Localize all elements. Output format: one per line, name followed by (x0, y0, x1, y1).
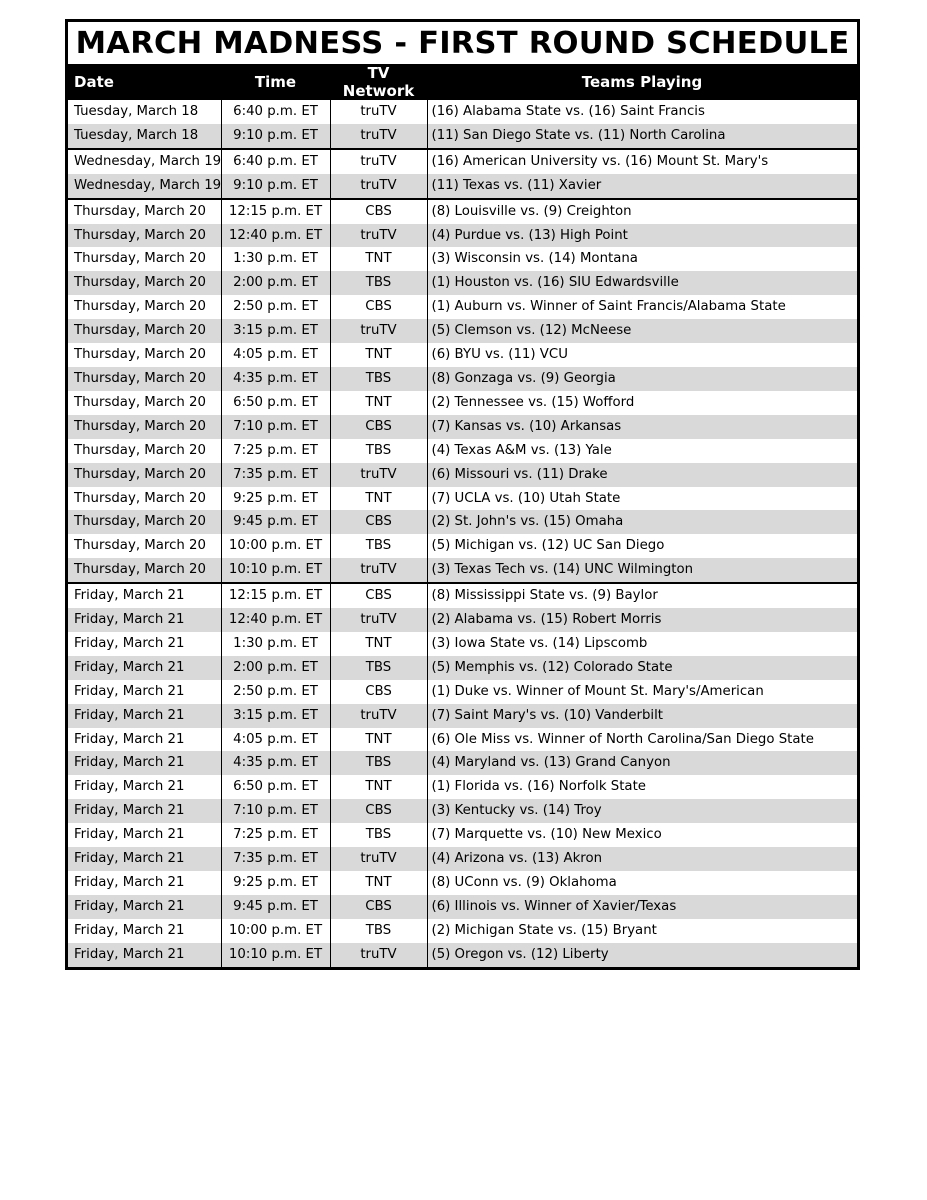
row-date: Thursday, March 20 (68, 558, 221, 583)
table-row (68, 487, 857, 511)
row-time: 2:00 p.m. ET (221, 271, 330, 295)
row-time: 4:05 p.m. ET (221, 343, 330, 367)
row-time: 10:00 p.m. ET (221, 919, 330, 943)
table-row (68, 775, 857, 799)
table-row (68, 656, 857, 680)
row-time: 12:15 p.m. ET (221, 199, 330, 224)
page-title: MARCH MADNESS - FIRST ROUND SCHEDULE (75, 26, 850, 61)
row-time: 6:50 p.m. ET (221, 775, 330, 799)
row-date: Thursday, March 20 (74, 251, 206, 267)
row-time: 2:50 p.m. ET (221, 295, 330, 319)
row-teams: (6) Illinois vs. Winner of Xavier/Texas (427, 895, 857, 919)
row-tv-network: truTV (330, 174, 427, 199)
row-teams: (11) San Diego State vs. (11) North Carolina (427, 124, 857, 149)
row-time: 12:15 p.m. ET (221, 583, 330, 608)
row-teams: (1) Houston vs. (16) SIU Edwardsville (427, 271, 857, 295)
row-date: Thursday, March 20 (74, 299, 206, 315)
table-row (68, 847, 857, 871)
row-tv-network: truTV (330, 463, 427, 487)
row-tv-network: TNT (330, 871, 427, 895)
row-tv-network: TBS (330, 534, 427, 558)
row-tv-network: truTV (330, 704, 427, 728)
row-date: Friday, March 21 (74, 922, 185, 938)
row-teams: (16) Alabama State vs. (16) Saint Francis (427, 100, 857, 124)
table-row (68, 583, 857, 608)
row-teams: (5) Oregon vs. (12) Liberty (427, 943, 857, 967)
row-teams: (8) Louisville vs. (9) Creighton (427, 199, 857, 224)
row-tv-network: TNT (330, 775, 427, 799)
row-time: 6:50 p.m. ET (221, 391, 330, 415)
row-tv-network: truTV (330, 224, 427, 248)
row-date: Thursday, March 20 (68, 463, 221, 487)
table-row (68, 271, 857, 295)
table-row (68, 295, 857, 319)
row-time: 9:45 p.m. ET (221, 510, 330, 534)
row-teams: (4) Texas A&M vs. (13) Yale (427, 439, 857, 463)
row-time: 12:40 p.m. ET (221, 608, 330, 632)
row-teams: (2) Alabama vs. (15) Robert Morris (427, 608, 857, 632)
row-tv-network: truTV (330, 847, 427, 871)
row-teams: (1) Florida vs. (16) Norfolk State (427, 775, 857, 799)
row-time: 9:25 p.m. ET (221, 487, 330, 511)
row-tv-network: CBS (330, 199, 427, 224)
table-row (68, 751, 857, 775)
row-time: 4:35 p.m. ET (221, 367, 330, 391)
row-date: Friday, March 21 (74, 731, 185, 747)
row-tv-network: TBS (330, 656, 427, 680)
table-row (68, 558, 857, 583)
row-teams: (7) Kansas vs. (10) Arkansas (427, 415, 857, 439)
row-time: 7:35 p.m. ET (221, 847, 330, 871)
row-date: Thursday, March 20 (68, 319, 221, 343)
row-teams: (3) Iowa State vs. (14) Lipscomb (427, 632, 857, 656)
row-tv-network: CBS (330, 510, 427, 534)
row-time: 6:40 p.m. ET (221, 149, 330, 174)
table-row (68, 943, 857, 967)
row-teams: (1) Auburn vs. Winner of Saint Francis/Alabama State (427, 295, 857, 319)
row-date: Friday, March 21 (68, 583, 221, 608)
row-date: Friday, March 21 (74, 779, 185, 795)
row-date: Thursday, March 20 (74, 394, 206, 410)
row-time: 12:40 p.m. ET (221, 224, 330, 248)
table-row (68, 391, 857, 415)
row-tv-network: truTV (330, 608, 427, 632)
row-date: Friday, March 21 (68, 608, 221, 632)
row-time: 7:10 p.m. ET (221, 799, 330, 823)
header-tv-network: TV Network (330, 64, 427, 100)
row-date: Friday, March 21 (74, 635, 185, 651)
row-teams: (16) American University vs. (16) Mount St. Mary's (427, 149, 857, 174)
row-teams: (8) Gonzaga vs. (9) Georgia (427, 367, 857, 391)
row-tv-network: truTV (330, 558, 427, 583)
row-tv-network: TBS (330, 919, 427, 943)
row-date: Friday, March 21 (68, 656, 221, 680)
row-tv-network: truTV (330, 149, 427, 174)
table-row (68, 895, 857, 919)
table-row (68, 124, 857, 149)
row-time: 7:10 p.m. ET (221, 415, 330, 439)
row-time: 10:10 p.m. ET (221, 943, 330, 967)
row-date: Thursday, March 20 (74, 490, 206, 506)
table-row (68, 100, 857, 124)
table-row (68, 632, 857, 656)
row-tv-network: CBS (330, 583, 427, 608)
row-tv-network: TBS (330, 439, 427, 463)
row-time: 1:30 p.m. ET (221, 247, 330, 271)
table-row (68, 199, 857, 224)
schedule-body (68, 100, 857, 967)
row-date: Wednesday, March 19 (68, 174, 221, 199)
table-row (68, 510, 857, 534)
row-tv-network: TBS (330, 271, 427, 295)
row-time: 9:45 p.m. ET (221, 895, 330, 919)
row-tv-network: truTV (330, 319, 427, 343)
row-teams: (7) UCLA vs. (10) Utah State (427, 487, 857, 511)
row-time: 10:10 p.m. ET (221, 558, 330, 583)
table-row (68, 224, 857, 248)
row-teams: (2) Tennessee vs. (15) Wofford (427, 391, 857, 415)
row-date: Tuesday, March 18 (74, 104, 199, 119)
row-teams: (6) Missouri vs. (11) Drake (427, 463, 857, 487)
row-date: Friday, March 21 (74, 827, 185, 843)
row-time: 9:25 p.m. ET (221, 871, 330, 895)
schedule-sheet (65, 19, 860, 970)
row-time: 2:00 p.m. ET (221, 656, 330, 680)
row-date: Friday, March 21 (68, 895, 221, 919)
row-date: Thursday, March 20 (68, 199, 221, 224)
row-tv-network: CBS (330, 680, 427, 704)
row-date: Thursday, March 20 (74, 347, 206, 363)
row-time: 3:15 p.m. ET (221, 704, 330, 728)
row-teams: (5) Memphis vs. (12) Colorado State (427, 656, 857, 680)
header-time: Time (221, 64, 330, 100)
table-row (68, 439, 857, 463)
table-row (68, 415, 857, 439)
row-date: Thursday, March 20 (74, 538, 206, 554)
row-tv-network: TBS (330, 823, 427, 847)
row-teams: (1) Duke vs. Winner of Mount St. Mary's/American (427, 680, 857, 704)
table-header-row (68, 64, 857, 100)
row-time: 10:00 p.m. ET (221, 534, 330, 558)
row-date: Thursday, March 20 (68, 224, 221, 248)
row-tv-network: TNT (330, 247, 427, 271)
table-row (68, 343, 857, 367)
row-date: Thursday, March 20 (68, 415, 221, 439)
row-date: Tuesday, March 18 (68, 124, 221, 149)
table-row (68, 704, 857, 728)
row-teams: (3) Kentucky vs. (14) Troy (427, 799, 857, 823)
row-date: Friday, March 21 (68, 799, 221, 823)
table-row (68, 823, 857, 847)
row-time: 6:40 p.m. ET (221, 100, 330, 124)
row-tv-network: TNT (330, 343, 427, 367)
header-date: Date (68, 64, 221, 100)
row-date: Thursday, March 20 (74, 442, 206, 458)
row-date: Friday, March 21 (68, 751, 221, 775)
row-tv-network: CBS (330, 415, 427, 439)
row-teams: (4) Arizona vs. (13) Akron (427, 847, 857, 871)
row-teams: (8) UConn vs. (9) Oklahoma (427, 871, 857, 895)
row-teams: (5) Clemson vs. (12) McNeese (427, 319, 857, 343)
row-date: Friday, March 21 (74, 875, 185, 890)
row-teams: (4) Purdue vs. (13) High Point (427, 224, 857, 248)
row-tv-network: CBS (330, 799, 427, 823)
row-teams: (6) Ole Miss vs. Winner of North Carolina/San Diego State (427, 728, 857, 752)
row-time: 7:25 p.m. ET (221, 439, 330, 463)
row-teams: (2) St. John's vs. (15) Omaha (427, 510, 857, 534)
row-teams: (5) Michigan vs. (12) UC San Diego (427, 534, 857, 558)
row-teams: (11) Texas vs. (11) Xavier (427, 174, 857, 199)
table-row (68, 919, 857, 943)
table-row (68, 463, 857, 487)
row-date: Friday, March 21 (68, 704, 221, 728)
table-row (68, 174, 857, 199)
row-teams: (3) Wisconsin vs. (14) Montana (427, 247, 857, 271)
row-date: Friday, March 21 (68, 943, 221, 967)
table-row (68, 149, 857, 174)
row-time: 9:10 p.m. ET (221, 124, 330, 149)
row-date: Thursday, March 20 (68, 271, 221, 295)
row-date: Friday, March 21 (74, 683, 185, 699)
row-time: 2:50 p.m. ET (221, 680, 330, 704)
table-row (68, 608, 857, 632)
row-tv-network: truTV (330, 943, 427, 967)
row-teams: (7) Marquette vs. (10) New Mexico (427, 823, 857, 847)
table-row (68, 871, 857, 895)
row-tv-network: truTV (330, 100, 427, 124)
row-time: 4:05 p.m. ET (221, 728, 330, 752)
row-teams: (2) Michigan State vs. (15) Bryant (427, 919, 857, 943)
row-tv-network: TNT (330, 391, 427, 415)
row-time: 1:30 p.m. ET (221, 632, 330, 656)
row-date: Wednesday, March 19 (68, 149, 221, 174)
row-time: 9:10 p.m. ET (221, 174, 330, 199)
table-row (68, 534, 857, 558)
row-tv-network: TNT (330, 487, 427, 511)
row-date: Thursday, March 20 (68, 510, 221, 534)
row-tv-network: TNT (330, 728, 427, 752)
header-teams-playing: Teams Playing (427, 64, 857, 100)
row-tv-network: CBS (330, 295, 427, 319)
row-date: Thursday, March 20 (68, 367, 221, 391)
row-date: Friday, March 21 (68, 847, 221, 871)
row-tv-network: TNT (330, 632, 427, 656)
row-teams: (6) BYU vs. (11) VCU (427, 343, 857, 367)
row-teams: (8) Mississippi State vs. (9) Baylor (427, 583, 857, 608)
table-row (68, 728, 857, 752)
row-tv-network: CBS (330, 895, 427, 919)
row-time: 3:15 p.m. ET (221, 319, 330, 343)
table-row (68, 247, 857, 271)
table-row (68, 319, 857, 343)
row-time: 7:35 p.m. ET (221, 463, 330, 487)
schedule-table (68, 64, 857, 967)
row-teams: (4) Maryland vs. (13) Grand Canyon (427, 751, 857, 775)
table-row (68, 367, 857, 391)
row-time: 4:35 p.m. ET (221, 751, 330, 775)
table-row (68, 680, 857, 704)
row-tv-network: TBS (330, 367, 427, 391)
row-teams: (7) Saint Mary's vs. (10) Vanderbilt (427, 704, 857, 728)
table-row (68, 799, 857, 823)
row-time: 7:25 p.m. ET (221, 823, 330, 847)
row-teams: (3) Texas Tech vs. (14) UNC Wilmington (427, 558, 857, 583)
row-tv-network: truTV (330, 124, 427, 149)
row-tv-network: TBS (330, 751, 427, 775)
